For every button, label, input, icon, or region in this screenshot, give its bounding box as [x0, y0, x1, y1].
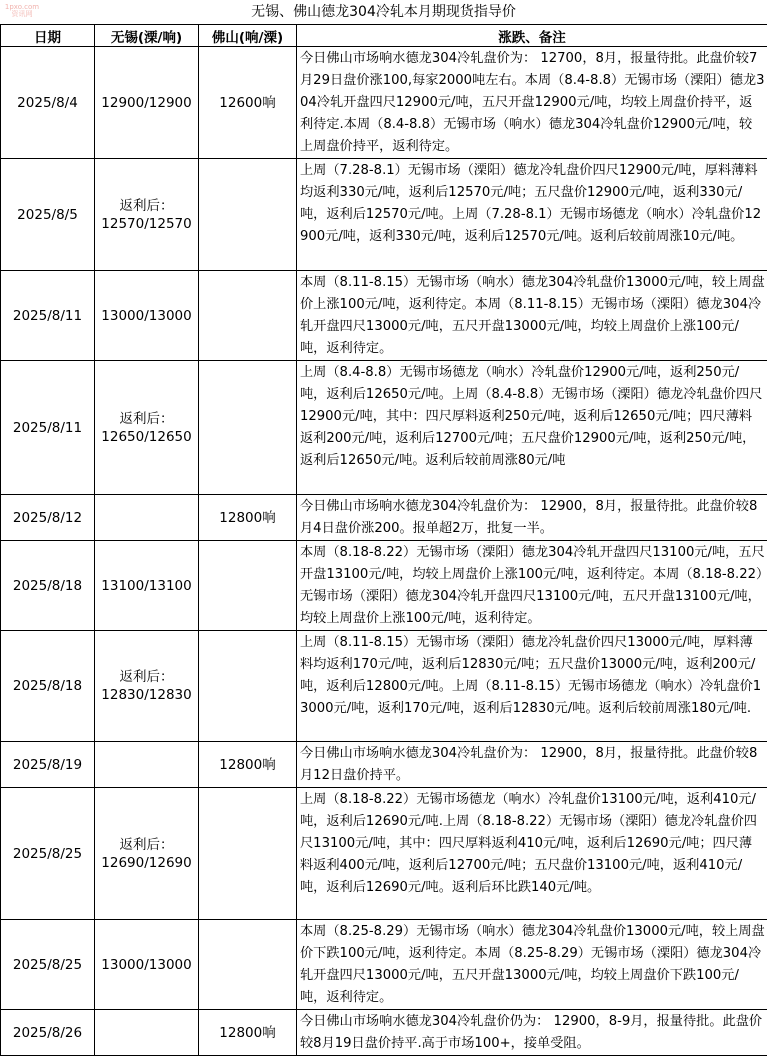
table-row [1, 788, 767, 920]
cell-date: 2025/8/25 [1, 920, 95, 1010]
table-row [1, 495, 767, 541]
cell-foshan: 12800响 [199, 1010, 297, 1056]
cell-wuxi: 返利后：12830/12830 [95, 631, 199, 742]
cell-notes: 本周（8.18-8.22）无锡市场（溧阳）德龙304冷轧开盘四尺13100元/吨，五尺开盘13100元/吨，均较上周盘价上涨100元/吨，返利待定。本周（8.18-8.22）无锡市场（溧阳）德龙304冷轧开盘四尺13100元/吨，五尺开盘13100元/吨，均较上周盘价上涨100元/吨，返利待定。 [297, 541, 767, 631]
header-wuxi: 无锡(溧/响) [95, 25, 199, 47]
table-row [1, 159, 767, 271]
price-table [0, 24, 767, 1056]
cell-wuxi [95, 742, 199, 788]
cell-wuxi: 返利后：12690/12690 [95, 788, 199, 920]
cell-notes: 上周（8.11-8.15）无锡市场（溧阳）德龙冷轧盘价四尺13000元/吨，厚料薄料均返利170元/吨，返利后12830元/吨；五尺盘价13000元/吨，返利200元/吨，返利后12800元/吨。上周（8.11-8.15）无锡市场德龙（响水）冷轧盘价13000元/吨，返利170元/吨，返利后12830元/吨。返利后较前周涨180元/吨. [297, 631, 767, 742]
cell-wuxi [95, 495, 199, 541]
cell-wuxi: 12900/12900 [95, 47, 199, 159]
cell-notes: 上周（8.18-8.22）无锡市场德龙（响水）冷轧盘价13100元/吨，返利410元/吨，返利后12690元/吨.上周（8.18-8.22）无锡市场（溧阳）德龙冷轧盘价四尺13100元/吨，其中：四尺厚料返利410元/吨，返利后12690元/吨；四尺薄料返利400元/吨，返利后12700元/吨；五尺盘价13100元/吨，返利410元/吨，返利后12690元/吨。返利后环比跌140元/吨。 [297, 788, 767, 920]
cell-notes: 上周（8.4-8.8）无锡市场德龙（响水）冷轧盘价12900元/吨，返利250元/吨，返利后12650元/吨。上周（8.4-8.8）无锡市场（溧阳）德龙冷轧盘价四尺12900元/吨，其中：四尺厚料返利250元/吨，返利后12650元/吨；四尺薄料返利200元/吨，返利后12700元/吨；五尺盘价12900元/吨，返利250元/吨，返利后12650元/吨。返利后较前周涨80元/吨 [297, 361, 767, 495]
cell-notes: 上周（7.28-8.1）无锡市场（溧阳）德龙冷轧盘价四尺12900元/吨，厚料薄料均返利330元/吨，返利后12570元/吨；五尺盘价12900元/吨，返利330元/吨，返利后12570元/吨。上周（7.28-8.1）无锡市场德龙（响水）冷轧盘价12900元/吨，返利330元/吨，返利后12570元/吨。返利后较前周涨10元/吨。 [297, 159, 767, 271]
cell-wuxi [95, 1010, 199, 1056]
cell-date: 2025/8/19 [1, 742, 95, 788]
header-foshan: 佛山(响/溧) [199, 25, 297, 47]
cell-date: 2025/8/18 [1, 541, 95, 631]
table-row [1, 742, 767, 788]
cell-wuxi: 返利后：12570/12570 [95, 159, 199, 271]
cell-foshan [199, 361, 297, 495]
table-row [1, 271, 767, 361]
cell-foshan [199, 541, 297, 631]
cell-date: 2025/8/12 [1, 495, 95, 541]
cell-notes: 本周（8.11-8.15）无锡市场（响水）德龙304冷轧盘价13000元/吨，较上周盘价上涨100元/吨，返利待定。本周（8.11-8.15）无锡市场（溧阳）德龙304冷轧开盘四尺13000元/吨，五尺开盘13000元/吨，均较上周盘价上涨100元/吨，返利待定。 [297, 271, 767, 361]
cell-foshan: 12600响 [199, 47, 297, 159]
cell-foshan: 12800响 [199, 742, 297, 788]
table-row [1, 361, 767, 495]
watermark-line1: 1pxo.com [2, 4, 42, 11]
cell-date: 2025/8/11 [1, 271, 95, 361]
header-notes: 涨跌、备注 [297, 25, 767, 47]
cell-wuxi: 13000/13000 [95, 920, 199, 1010]
watermark-line2: 资讯网 [2, 11, 42, 18]
cell-date: 2025/8/11 [1, 361, 95, 495]
cell-foshan [199, 788, 297, 920]
cell-date: 2025/8/4 [1, 47, 95, 159]
cell-date: 2025/8/26 [1, 1010, 95, 1056]
cell-wuxi: 返利后：12650/12650 [95, 361, 199, 495]
watermark-logo [2, 4, 42, 18]
cell-notes: 今日佛山市场响水德龙304冷轧盘价为： 12900，8月，报量待批。此盘价较8月4日盘价涨200。报单超2万，批复一半。 [297, 495, 767, 541]
cell-notes: 今日佛山市场响水德龙304冷轧盘价为： 12700，8月，报量待批。此盘价较7月29日盘价涨100,每家2000吨左右。本周（8.4-8.8）无锡市场（溧阳）德龙304冷轧开盘四尺12900元/吨，五尺开盘12900元/吨，均较上周盘价持平，返利待定.本周（8.4-8.8）无锡市场（响水）德龙304冷轧盘价12900元/吨，较上周盘价持平，返利待定。 [297, 47, 767, 159]
table-row [1, 47, 767, 159]
cell-notes: 今日佛山市场响水德龙304冷轧盘价为： 12900，8月，报量待批。此盘价较8月12日盘价持平。 [297, 742, 767, 788]
cell-notes: 今日佛山市场响水德龙304冷轧盘价仍为： 12900，8-9月，报量待批。此盘价较8月19日盘价持平.高于市场100+，接单受阻。 [297, 1010, 767, 1056]
cell-foshan [199, 920, 297, 1010]
cell-foshan [199, 271, 297, 361]
cell-date: 2025/8/18 [1, 631, 95, 742]
cell-date: 2025/8/5 [1, 159, 95, 271]
table-row [1, 1010, 767, 1056]
page-title: 无锡、佛山德龙304冷轧本月期现货指导价 [0, 0, 767, 24]
table-row [1, 541, 767, 631]
header-date: 日期 [1, 25, 95, 47]
table-row [1, 920, 767, 1010]
cell-foshan [199, 159, 297, 271]
cell-notes: 本周（8.25-8.29）无锡市场（响水）德龙304冷轧盘价13000元/吨，较上周盘价下跌100元/吨，返利待定。本周（8.25-8.29）无锡市场（溧阳）德龙304冷轧开盘四尺13000元/吨，五尺开盘13000元/吨，均较上周盘价下跌100元/吨，返利待定。 [297, 920, 767, 1010]
cell-foshan: 12800响 [199, 495, 297, 541]
cell-wuxi: 13000/13000 [95, 271, 199, 361]
cell-wuxi: 13100/13100 [95, 541, 199, 631]
table-header-row [1, 25, 767, 47]
cell-foshan [199, 631, 297, 742]
cell-date: 2025/8/25 [1, 788, 95, 920]
table-row [1, 631, 767, 742]
